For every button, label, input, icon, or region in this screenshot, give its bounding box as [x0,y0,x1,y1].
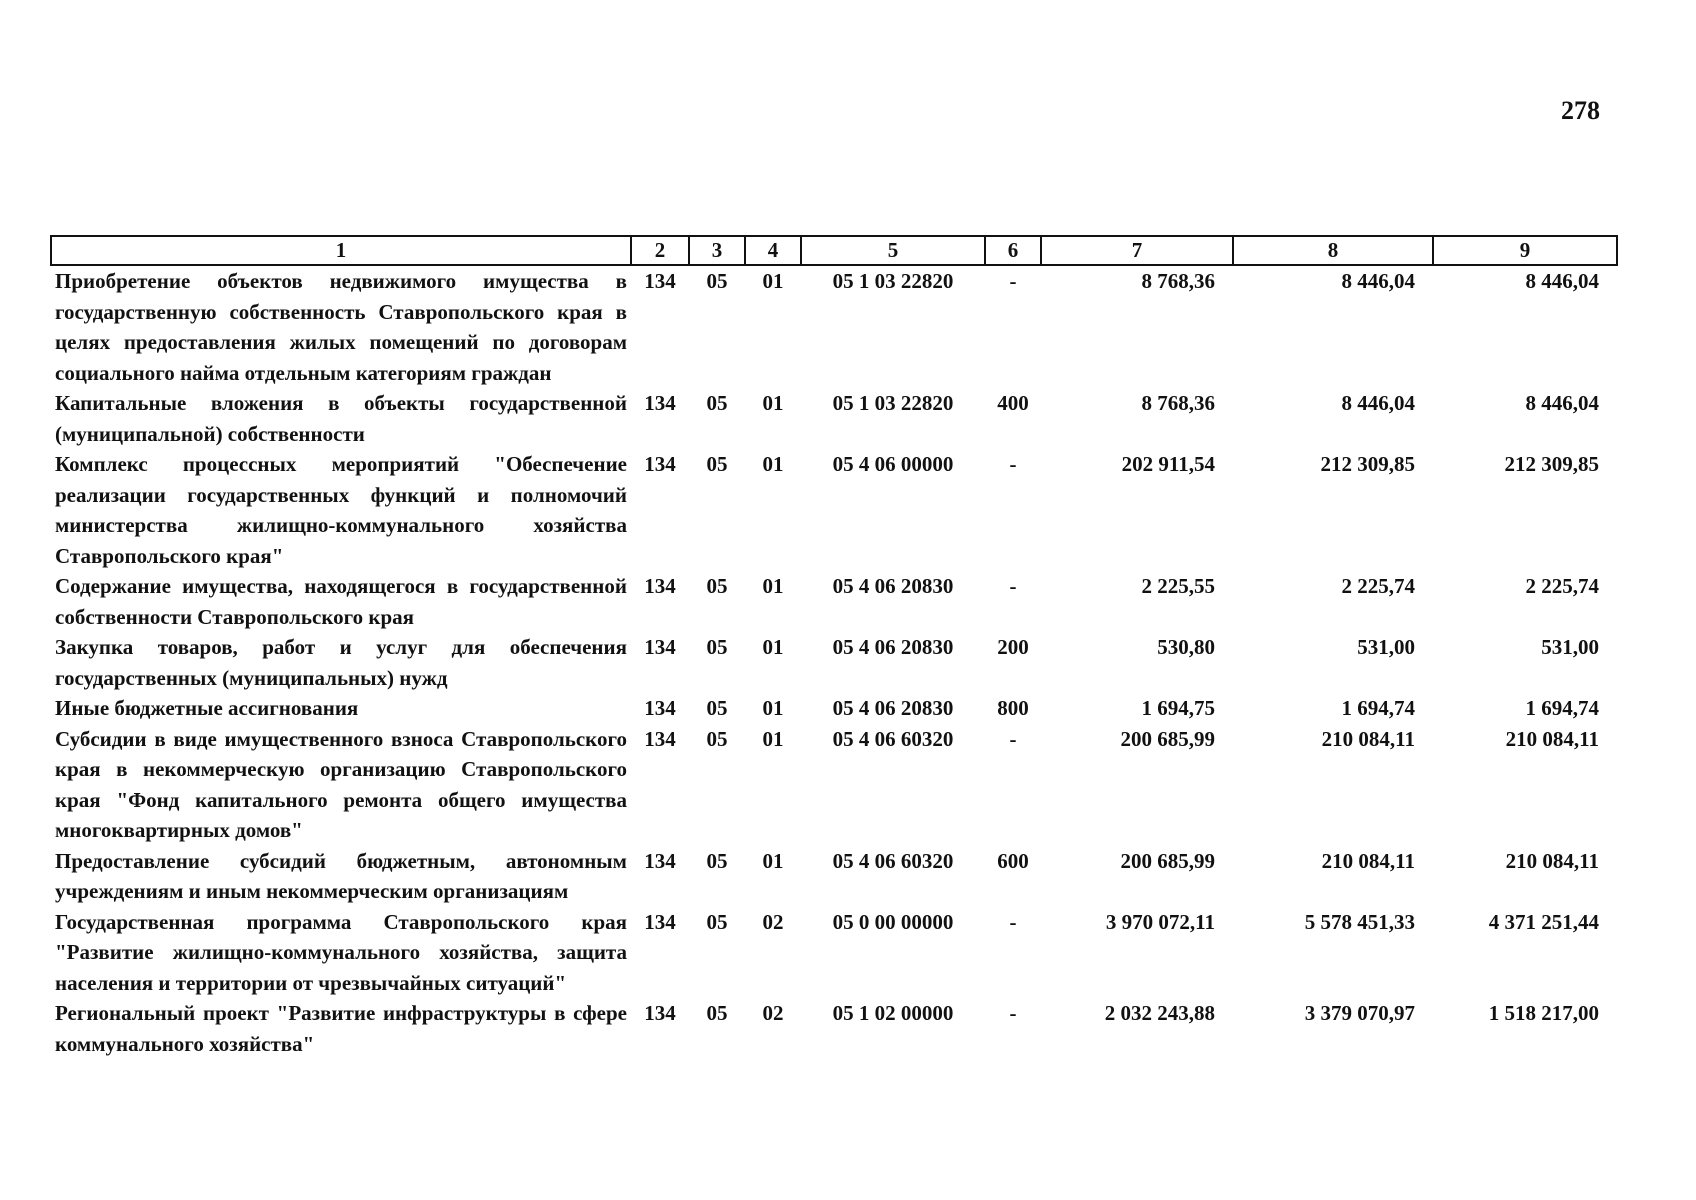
table-row [51,724,1617,846]
table-row [51,449,1617,571]
row-name: Государственная программа Ставропольского края "Развитие жилищно-коммунального хозяйства, защита населения и территории от чрезвычайных ситуаций" [55,909,627,995]
row-cell-8: 2 225,74 [1341,574,1415,598]
row-cell-9: 8 446,04 [1525,391,1599,415]
row-cell-2: 134 [644,635,676,659]
row-cell-5: 05 1 03 22820 [832,391,954,415]
row-cell-3: 05 [706,452,728,476]
row-cell-6: - [1009,726,1017,751]
row-cell-3: 05 [706,696,728,720]
row-name: Приобретение объектов недвижимого имущества в государственную собственность Ставропольского края в целях предоставления жилых помещений по договорам социального найма отдельным категориям граждан [55,269,627,385]
row-name: Региональный проект "Развитие инфраструктуры в сфере коммунального хозяйства" [55,1001,627,1056]
row-cell-2: 134 [644,909,676,934]
table-row [51,693,1617,724]
row-cell-8: 8 446,04 [1341,269,1415,293]
table-row [51,998,1617,1059]
row-cell-4: 01 [762,452,784,476]
table-row [51,632,1617,693]
row-cell-5: 05 4 06 60320 [832,726,954,751]
row-cell-6: - [1009,269,1017,293]
row-cell-9: 210 084,11 [1505,726,1599,751]
row-cell-5: 05 4 06 20830 [832,635,954,659]
row-cell-2: 134 [644,726,676,751]
row-cell-9: 1 694,74 [1525,696,1599,720]
row-cell-2: 134 [644,696,676,720]
table-row [51,388,1617,449]
row-cell-5: 05 4 06 20830 [832,574,954,598]
row-cell-4: 01 [762,696,784,720]
page-number: 278 [1561,96,1600,125]
row-cell-5: 05 1 03 22820 [832,269,954,293]
row-cell-3: 05 [706,574,728,598]
row-cell-5: 05 4 06 00000 [832,452,954,476]
row-name: Содержание имущества, находящегося в государственной собственности Ставропольского края [55,574,627,629]
row-cell-7: 2 032 243,88 [1104,1001,1215,1025]
row-cell-6: 600 [997,848,1029,873]
row-cell-3: 05 [706,726,728,751]
row-cell-8: 5 578 451,33 [1304,909,1415,934]
table-row [51,571,1617,632]
row-cell-4: 01 [762,391,784,415]
row-cell-3: 05 [706,269,728,293]
row-cell-2: 134 [644,574,676,598]
column-header: 9 [1433,236,1617,265]
row-cell-6: 400 [997,391,1029,415]
column-header: 2 [631,236,689,265]
row-cell-7: 8 768,36 [1141,269,1215,293]
row-cell-7: 200 685,99 [1120,726,1215,751]
row-cell-9: 8 446,04 [1525,269,1599,293]
column-header: 3 [689,236,745,265]
row-cell-4: 02 [762,909,784,934]
row-cell-7: 1 694,75 [1141,696,1215,720]
row-cell-8: 3 379 070,97 [1304,1001,1415,1025]
row-cell-9: 210 084,11 [1505,848,1599,873]
row-name: Иные бюджетные ассигнования [55,696,359,720]
row-cell-5: 05 0 00 00000 [832,909,954,934]
column-header: 1 [51,236,631,265]
row-cell-2: 134 [644,848,676,873]
row-cell-7: 530,80 [1157,635,1215,659]
row-name: Субсидии в виде имущественного взноса Ставропольского края в некоммерческую организацию Ставропольского края "Фонд капитального ремонта общего имущества многоквартирных домов" [55,726,627,842]
row-cell-8: 1 694,74 [1341,696,1415,720]
row-cell-9: 212 309,85 [1504,452,1599,476]
row-cell-9: 1 518 217,00 [1488,1001,1599,1025]
row-cell-2: 134 [644,452,676,476]
row-cell-2: 134 [644,269,676,293]
row-cell-4: 01 [762,269,784,293]
row-name: Комплекс процессных мероприятий "Обеспечение реализации государственных функций и полномочий министерства жилищно-коммунального хозяйства Ставропольского края" [55,452,627,568]
row-cell-7: 3 970 072,11 [1105,909,1215,934]
budget-table [50,235,1618,1059]
row-cell-6: - [1009,574,1017,598]
row-cell-7: 8 768,36 [1141,391,1215,415]
table-row [51,265,1617,388]
row-cell-7: 2 225,55 [1141,574,1215,598]
row-cell-5: 05 1 02 00000 [832,1001,954,1025]
column-header: 7 [1041,236,1233,265]
row-cell-2: 134 [644,391,676,415]
row-cell-7: 202 911,54 [1121,452,1215,476]
row-cell-8: 210 084,11 [1321,848,1415,873]
row-cell-4: 01 [762,726,784,751]
row-cell-8: 212 309,85 [1320,452,1415,476]
row-cell-4: 02 [762,1001,784,1025]
row-cell-4: 01 [762,848,784,873]
row-cell-5: 05 4 06 60320 [832,848,954,873]
row-cell-4: 01 [762,635,784,659]
column-header: 4 [745,236,801,265]
column-header: 8 [1233,236,1433,265]
row-cell-7: 200 685,99 [1120,848,1215,873]
row-cell-8: 8 446,04 [1341,391,1415,415]
row-cell-3: 05 [706,909,728,934]
row-cell-8: 531,00 [1357,635,1415,659]
row-cell-4: 01 [762,574,784,598]
row-cell-3: 05 [706,1001,728,1025]
column-header: 5 [801,236,985,265]
header-row [51,236,1617,265]
row-cell-9: 4 371 251,44 [1488,909,1599,934]
row-cell-6: 800 [997,696,1029,720]
row-cell-6: - [1009,1001,1017,1025]
row-cell-3: 05 [706,391,728,415]
row-cell-6: - [1009,909,1017,934]
column-header: 6 [985,236,1041,265]
row-name: Предоставление субсидий бюджетным, автономным учреждениям и иным некоммерческим организациям [55,848,627,903]
table-row [51,846,1617,907]
row-cell-2: 134 [644,1001,676,1025]
row-cell-9: 531,00 [1541,635,1599,659]
row-cell-3: 05 [706,635,728,659]
row-cell-9: 2 225,74 [1525,574,1599,598]
row-cell-6: - [1009,452,1017,476]
row-cell-5: 05 4 06 20830 [832,696,954,720]
row-cell-8: 210 084,11 [1321,726,1415,751]
table-row [51,907,1617,999]
row-cell-6: 200 [997,635,1029,659]
row-cell-3: 05 [706,848,728,873]
row-name: Закупка товаров, работ и услуг для обеспечения государственных (муниципальных) нужд [55,635,627,690]
row-name: Капитальные вложения в объекты государственной (муниципальной) собственности [55,391,627,446]
